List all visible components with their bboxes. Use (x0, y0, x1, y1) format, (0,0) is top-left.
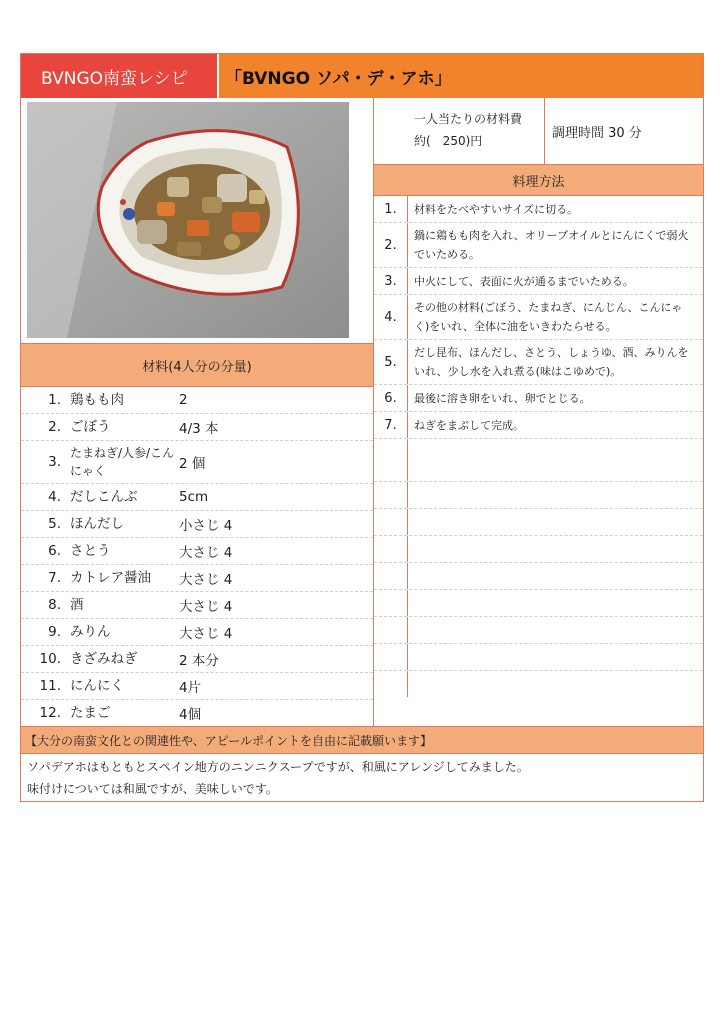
cost-time-row (374, 98, 703, 165)
ingredient-number: 5. (48, 516, 61, 532)
ingredient-name: 酒 (70, 597, 84, 613)
ingredient-number: 2. (48, 419, 61, 435)
blank-step (374, 509, 703, 536)
ingredient-name: だしこんぶ (70, 489, 138, 505)
main-section (20, 98, 704, 726)
step-text: 中火にして、表面に火が通るまでいためる。 (414, 274, 634, 288)
ingredient-name: 鶏もも肉 (70, 392, 124, 408)
ingredient-quantity: 大さじ 4 (179, 599, 233, 615)
blank-step (374, 536, 703, 563)
recipe-title: 「BVNGO ソパ・デ・アホ」 (217, 54, 703, 98)
method-heading: 料理方法 (374, 165, 703, 196)
appeal-line: 味付けについては和風ですが、美味しいです。 (27, 782, 278, 796)
step-number: 6. (374, 385, 408, 411)
step-text: だし昆布、ほんだし、さとう、しょうゆ、酒、みりんをいれ、少し水を入れ煮る(味はこゆめで)。 (414, 346, 689, 378)
dish-photo (21, 98, 373, 344)
method-step (374, 295, 703, 340)
ingredient-name: たまねぎ/人参/こんにゃく (70, 446, 175, 478)
ingredient-quantity: 2 (179, 392, 188, 408)
brand-label: BVNGO南蛮レシピ (21, 54, 217, 98)
ingredient-row (21, 673, 373, 700)
appeal-body (20, 754, 704, 802)
ingredient-quantity: 2 個 (179, 456, 206, 472)
ingredient-name: きざみねぎ (70, 651, 138, 667)
method-step (374, 412, 703, 439)
ingredient-number: 11. (39, 678, 61, 694)
ingredient-name: ごぼう (70, 419, 111, 435)
method-step (374, 196, 703, 223)
step-number: 7. (374, 412, 408, 438)
ingredient-row (21, 619, 373, 646)
ingredient-row (21, 484, 373, 511)
ingredient-row (21, 700, 373, 726)
step-text: 鍋に鶏もも肉を入れ、オリーブオイルとにんにくで弱火でいためる。 (414, 229, 689, 261)
blank-step (374, 671, 703, 697)
ingredient-row (21, 538, 373, 565)
ingredient-row (21, 646, 373, 673)
ingredient-quantity: 大さじ 4 (179, 626, 233, 642)
ingredient-quantity: 5cm (179, 489, 209, 505)
blank-step (374, 439, 703, 482)
ingredient-number: 9. (48, 624, 61, 640)
ingredient-number: 1. (48, 392, 61, 408)
ingredient-quantity: 小さじ 4 (179, 518, 233, 534)
step-text: 最後に溶き卵をいれ、卵でとじる。 (414, 391, 591, 405)
ingredient-row (21, 414, 373, 441)
ingredient-name: たまご (70, 705, 111, 721)
ingredients-heading: 材料(4人分の分量) (21, 344, 373, 387)
step-number: 1. (374, 196, 408, 222)
step-text: その他の材料(ごぼう、たまねぎ、にんじん、こんにゃく)をいれ、全体に油をいきわたらせる。 (414, 301, 683, 333)
dish-photo-image (27, 102, 349, 338)
ingredient-name: さとう (70, 543, 111, 559)
step-number: 5. (374, 340, 408, 384)
step-text: 材料をたべやすいサイズに切る。 (414, 202, 579, 216)
ingredient-quantity: 大さじ 4 (179, 572, 233, 588)
ingredient-number: 4. (48, 489, 61, 505)
appeal-line: ソパデアホはもともとスペイン地方のニンニクスープですが、和風にアレンジしてみました。 (27, 760, 529, 774)
ingredient-quantity: 4個 (179, 707, 202, 723)
step-number: 4. (374, 295, 408, 339)
recipe-header (20, 53, 704, 98)
ingredient-number: 8. (48, 597, 61, 613)
method-step (374, 223, 703, 268)
method-step (374, 268, 703, 295)
ingredient-quantity: 2 本分 (179, 653, 219, 669)
blank-step (374, 590, 703, 617)
cooking-time: 調理時間 30 分 (552, 125, 642, 141)
ingredient-quantity: 4片 (179, 680, 202, 696)
ingredient-name: みりん (70, 624, 111, 640)
method-step (374, 385, 703, 412)
step-number: 2. (374, 223, 408, 267)
ingredient-name: カトレア醤油 (70, 570, 151, 586)
ingredient-row (21, 565, 373, 592)
ingredient-number: 7. (48, 570, 61, 586)
blank-step (374, 482, 703, 509)
step-number: 3. (374, 268, 408, 294)
ingredient-row (21, 441, 373, 484)
ingredient-number: 3. (48, 454, 61, 470)
ingredient-name: ほんだし (70, 516, 124, 532)
ingredient-number: 12. (39, 705, 61, 721)
ingredient-row (21, 511, 373, 538)
ingredient-row (21, 592, 373, 619)
blank-step (374, 617, 703, 644)
ingredient-quantity: 大さじ 4 (179, 545, 233, 561)
cost-per-person (374, 98, 545, 164)
recipe-sheet (20, 53, 704, 802)
ingredient-number: 10. (39, 651, 61, 667)
appeal-heading: 【大分の南蛮文化との関連性や、アピールポイントを自由に記載願います】 (20, 726, 704, 754)
ingredient-number: 6. (48, 543, 61, 559)
cost-label: 一人当たりの材料費 (414, 112, 523, 126)
ingredient-row (21, 387, 373, 414)
ingredient-name: にんにく (70, 678, 124, 694)
right-column (374, 98, 703, 726)
left-column (21, 98, 374, 726)
cost-value: 約( 250)円 (414, 134, 483, 148)
blank-step (374, 563, 703, 590)
blank-step (374, 644, 703, 671)
step-text: ねぎをまぶして完成。 (414, 418, 524, 432)
ingredient-quantity: 4/3 本 (179, 421, 219, 437)
method-step (374, 340, 703, 385)
